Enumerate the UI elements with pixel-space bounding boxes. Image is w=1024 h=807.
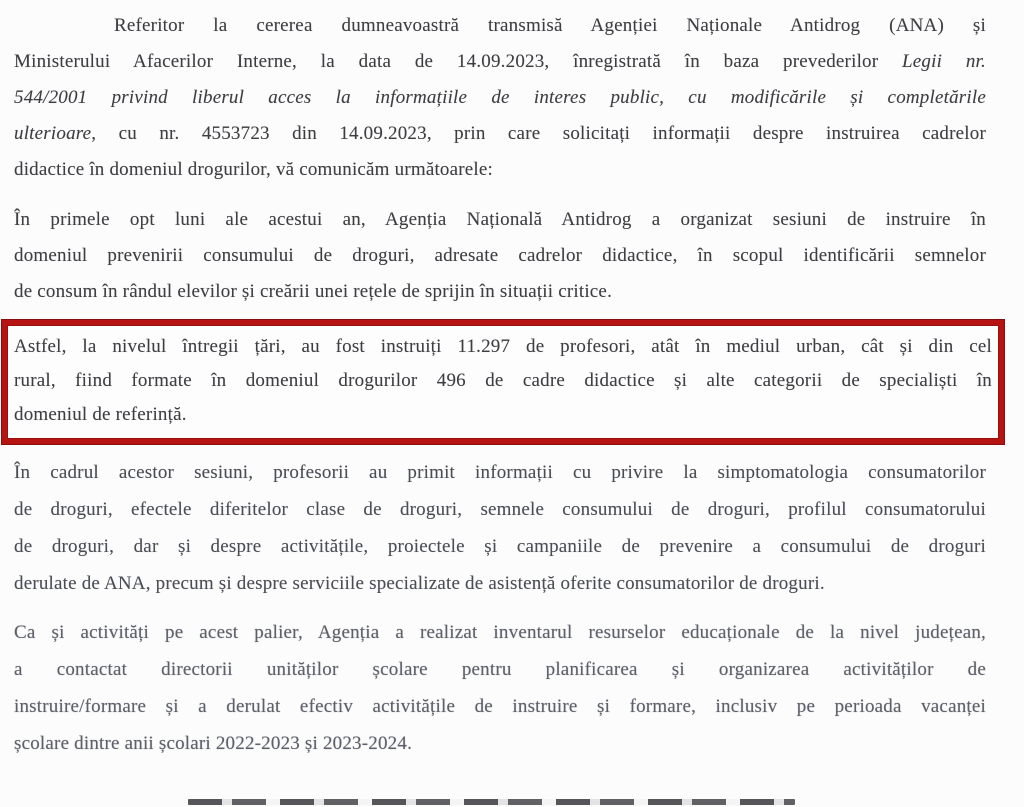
text-line: [14, 152, 986, 188]
text-line: [14, 651, 986, 688]
text-line: [14, 398, 992, 432]
text-segment: domeniul de referință.: [14, 404, 187, 425]
text-segment: , cu nr. 4553723 din 14.09.2023, prin care solicitați informații despre instruirea cadrelor: [91, 123, 986, 144]
text-segment: didactice în domeniul drogurilor, vă comunicăm următoarele:: [14, 159, 494, 180]
text-line: [14, 688, 986, 725]
text-segment: derulate de ANA, precum și despre serviciile specializate de asistență oferite consumatorilor de droguri.: [14, 573, 825, 594]
text-line: [14, 238, 986, 274]
text-line: [14, 8, 986, 44]
text-line: [14, 80, 986, 116]
italic-law-title: ulterioare: [14, 123, 92, 144]
italic-law-title: Legii nr.: [902, 51, 986, 72]
text-segment: În primele opt luni ale acestui an, Agenția Națională Antidrog a organizat sesiuni de instruire în: [14, 209, 986, 230]
text-segment: rural, fiind formate în domeniul drogurilor 496 de cadre didactice și alte categorii de specialiști în: [14, 370, 992, 391]
text-line: [14, 116, 986, 152]
italic-law-title: 544/2001 privind liberul acces la informațiile de interes public, cu modificările și completările: [14, 87, 986, 108]
text-segment: a contactat directorii unităților școlare pentru planificarea și organizarea activităților de: [14, 659, 986, 680]
text-segment: domeniul prevenirii consumului de droguri, adresate cadrelor didactice, în scopul identificării semnelor: [14, 245, 986, 266]
paragraph-intro: [14, 8, 986, 188]
text-line: [14, 44, 986, 80]
text-segment: de droguri, dar și despre activitățile, proiectele și campaniile de prevenire a consumului de droguri: [14, 536, 986, 557]
paragraph-sessions: [14, 202, 986, 310]
text-segment: Referitor la cererea dumneavoastră transmisă Agenției Naționale Antidrog (ANA) și: [114, 15, 986, 36]
text-line: [14, 491, 986, 528]
text-line: [14, 528, 986, 565]
document-body: [14, 8, 992, 762]
text-line: [14, 274, 986, 310]
text-line: [14, 614, 986, 651]
text-segment: școlare dintre anii școlari 2022-2023 și 2023-2024.: [14, 733, 413, 754]
text-segment: Astfel, la nivelul întregii țări, au fost instruiți 11.297 de profesori, atât în mediul urban, cât și din cel: [14, 336, 992, 357]
highlighted-paragraph: [2, 320, 1004, 444]
text-line: [14, 454, 986, 491]
cutoff-text-strip: [188, 799, 795, 805]
text-segment: În cadrul acestor sesiuni, profesorii au primit informații cu privire la simptomatologia consumatorilor: [14, 462, 986, 483]
text-segment: de consum în rândul elevilor și creării unei rețele de sprijin în situații critice.: [14, 281, 613, 302]
text-segment: de droguri, efectele diferitelor clase de droguri, semnele consumului de droguri, profilul consumatorului: [14, 499, 986, 520]
text-line: [14, 202, 986, 238]
text-line: [14, 725, 986, 762]
text-segment: Ca și activități pe acest palier, Agenția a realizat inventarul resurselor educaționale de la nivel județean,: [14, 622, 986, 643]
paragraph-activities: [14, 614, 986, 762]
text-line: [14, 364, 992, 398]
paragraph-details: [14, 454, 986, 602]
text-segment: Ministerului Afacerilor Interne, la data de 14.09.2023, înregistrată în baza prevederilor: [14, 51, 903, 72]
text-line: [14, 330, 992, 364]
text-segment: instruire/formare și a derulat efectiv activitățile de instruire și formare, inclusiv pe perioada vacanței: [14, 696, 986, 717]
text-line: [14, 565, 986, 602]
